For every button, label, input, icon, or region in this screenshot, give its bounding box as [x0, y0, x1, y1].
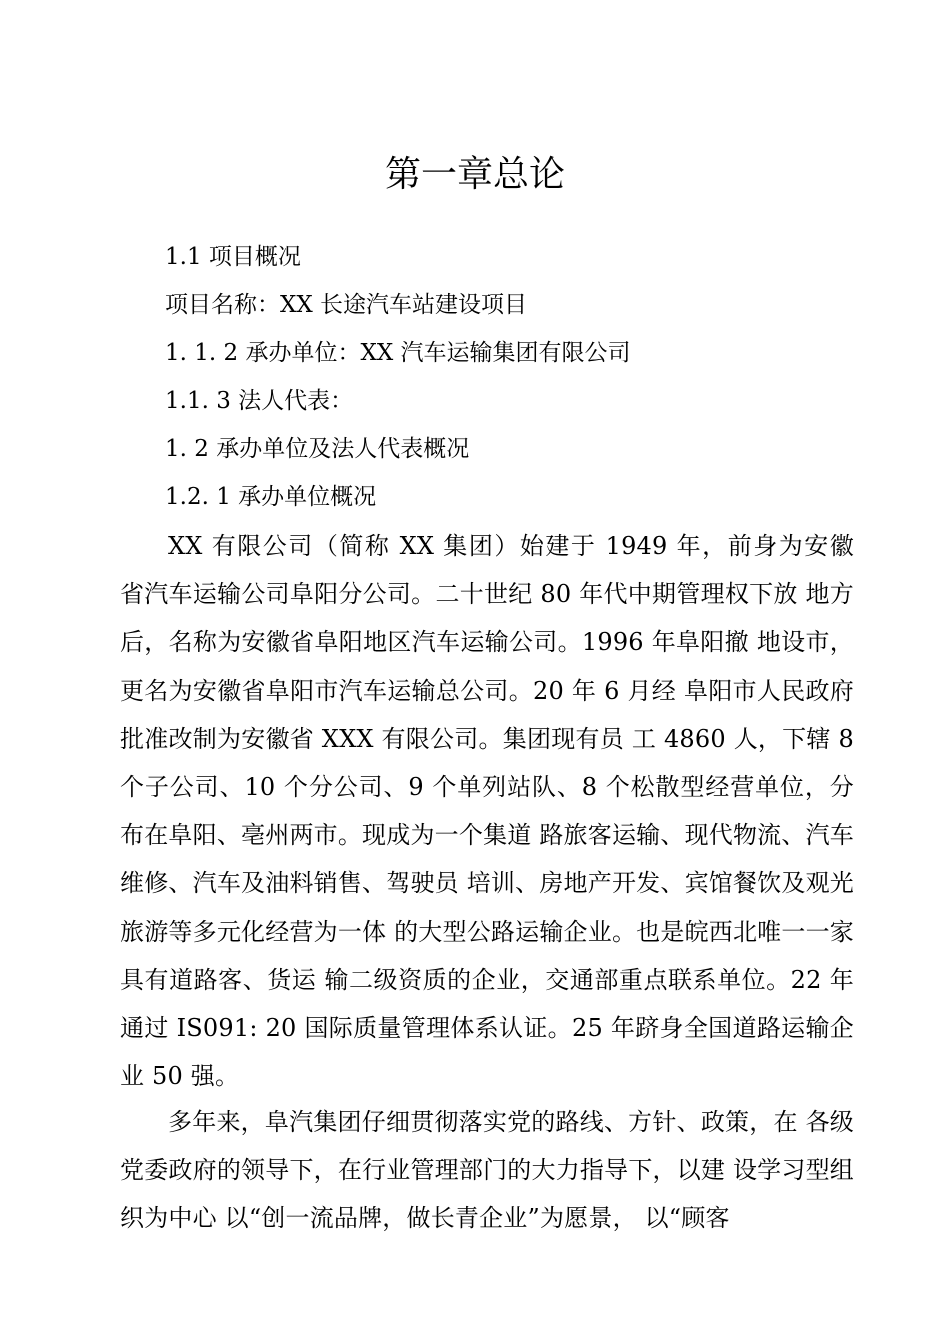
chapter-title: 第一章总论 [384, 154, 565, 195]
project-name-line: 项目名称：XX 长途汽车站建设项目 [165, 292, 528, 318]
section-heading-1-2: 1. 2 承办单位及法人代表概况 [165, 436, 470, 462]
body-paragraph-company-overview: XX 有限公司（简称 XX 集团）始建于 1949 年，前身为安徽 省汽车运输公司阜阳分公司。二十世纪 80 年代中期管理权下放 地方后，名称为安徽省阜阳地区汽车运输公司。1996 年阜阳撤 地设市，更名为安徽省阜阳市汽车运输总公司。20 年 6 月经 阜阳市人民政府批准改制为安徽省 XXX 有限公司。集团现有员 工 4860 人，下辖 8 个子公司、10 个分公司、9 个单列站队、8 个松散型经营单位，分布在阜阳、亳州两市。现成为一个集道 路旅客运输、现代物流、汽车维修、汽车及油料销售、驾驶员 培训、房地产开发、宾馆餐饮及观光旅游等多元化经营为一体 的大型公路运输企业。也是皖西北唯一一家具有道路客、货运 输二级资质的企业，交通部重点联系单位。22 年通过 IS091: 20 国际质量管理体系认证。25 年跻身全国道路运输企业 50 强。 [120, 532, 854, 1091]
section-heading-1-1-2: 1. 1. 2 承办单位：XX 汽车运输集团有限公司 [165, 340, 631, 366]
section-heading-1-1-3: 1.1. 3 法人代表： [165, 388, 354, 414]
section-heading-1-2-1: 1.2. 1 承办单位概况 [165, 484, 377, 510]
section-heading-1-1: 1.1 项目概况 [165, 244, 301, 270]
body-paragraph-development: 多年来，阜汽集团仔细贯彻落实党的路线、方针、政策，在 各级党委政府的领导下，在行业管理部门的大力指导下，以建 设学习型组织为中心 以“创一流品牌，做长青企业”为愿景， 以“顾客 [120, 1108, 854, 1233]
